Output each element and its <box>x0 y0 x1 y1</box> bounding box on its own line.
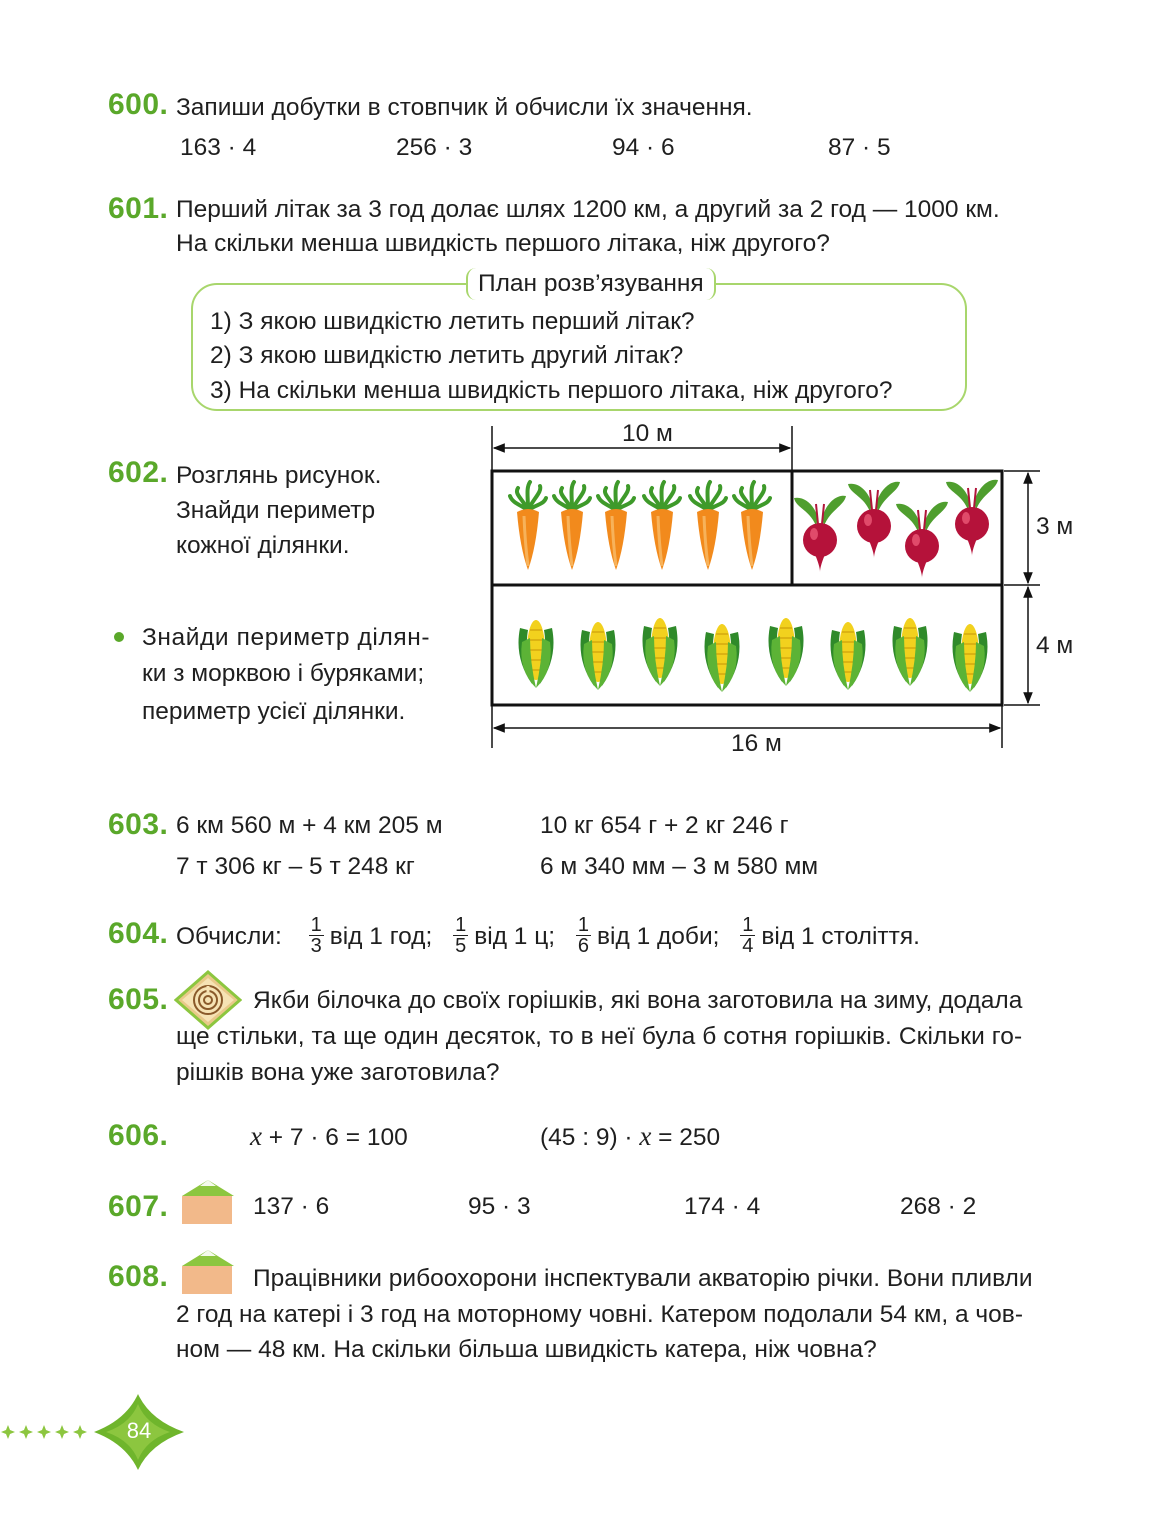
task-606-equation <box>250 1118 408 1156</box>
task-604-part: від 1 год; <box>329 923 433 950</box>
task-603-item: 10 кг 654 г + 2 кг 246 г <box>540 812 789 839</box>
fraction <box>309 915 324 956</box>
fraction <box>740 915 755 956</box>
fraction-numerator: 1 <box>455 914 467 937</box>
variable-x: x <box>639 1121 652 1151</box>
carrot-icon <box>598 482 634 570</box>
task-603-item: 6 м 340 мм – 3 м 580 мм <box>540 853 819 880</box>
task-number-600: 600. <box>108 88 169 121</box>
beet-icon <box>896 502 948 578</box>
corn-icon <box>705 624 740 692</box>
task-607-item: 137 · 6 <box>253 1193 330 1220</box>
dimension-label-top: 10 м <box>622 420 673 447</box>
page-number-ornament <box>0 1392 200 1472</box>
solution-plan-title: План розв’язування <box>466 268 716 300</box>
fraction-denominator: 6 <box>577 935 590 958</box>
dimension-label-right-bottom: 4 м <box>1036 632 1074 659</box>
corn-icon <box>519 620 554 688</box>
beet-icon <box>946 480 998 556</box>
task-600-item: 94 · 6 <box>612 134 675 161</box>
task-number-608: 608. <box>108 1260 169 1293</box>
task-604-lead: Обчисли: <box>176 923 282 950</box>
task-number-603: 603. <box>108 808 169 841</box>
task-604-part: від 1 доби; <box>597 923 720 950</box>
carrot-icon <box>734 482 770 570</box>
fraction <box>453 915 468 956</box>
fraction-denominator: 3 <box>310 935 322 958</box>
equation-part: + 7 · 6 = 100 <box>261 1124 408 1151</box>
plan-step: 1) З якою швидкістю летить перший літак? <box>210 308 695 335</box>
fraction-numerator: 1 <box>310 914 322 937</box>
task-608-line: Працівники рибоохорони інспектували акваторію річки. Вони пливли <box>253 1265 1033 1292</box>
home-task-icon <box>176 1248 236 1294</box>
task-number-601: 601. <box>108 192 169 225</box>
dimension-label-right-top: 3 м <box>1036 513 1074 540</box>
carrot-icon <box>554 482 590 570</box>
corn-icon <box>643 618 678 686</box>
variable-x: x <box>250 1121 262 1151</box>
task-number-602: 602. <box>108 456 169 489</box>
task-number-604: 604. <box>108 917 169 950</box>
carrot-icon <box>644 482 680 570</box>
task-number-606: 606. <box>108 1119 169 1152</box>
task-number-605: 605. <box>108 983 169 1016</box>
bullet-icon <box>114 632 124 642</box>
task-606-equation <box>540 1118 720 1156</box>
garden-diagram <box>480 420 1040 765</box>
task-603-item: 6 км 560 м + 4 км 205 м <box>176 812 443 839</box>
task-602-extra-line: Знайди периметр ділян- <box>142 624 431 651</box>
plan-step: 3) На скільки менша швидкість першого літака, ніж другого? <box>210 377 893 404</box>
fraction-denominator: 4 <box>742 935 754 958</box>
task-605-line: рішків вона уже заготовила? <box>176 1059 500 1086</box>
task-607-item: 268 · 2 <box>900 1193 977 1220</box>
task-602-extra-line: периметр усієї ділянки. <box>142 698 406 725</box>
task-600-item: 256 · 3 <box>396 134 473 161</box>
corn-icon <box>769 618 804 686</box>
plan-step: 2) З якою швидкістю летить другий літак? <box>210 342 684 369</box>
dimension-label-bottom: 16 м <box>731 730 782 757</box>
star-dots-decoration <box>1 1425 87 1439</box>
fraction-numerator: 1 <box>577 914 590 937</box>
task-600-text: Запиши добутки в стовпчик й обчисли їх значення. <box>176 94 753 121</box>
task-600-item: 163 · 4 <box>180 134 257 161</box>
carrot-icon <box>690 482 726 570</box>
task-604-line <box>176 914 920 958</box>
beet-icon <box>794 496 846 572</box>
equation-part: = 250 <box>651 1124 721 1151</box>
task-604-part: від 1 ц; <box>474 923 556 950</box>
task-607-item: 174 · 4 <box>684 1193 761 1220</box>
fraction-numerator: 1 <box>742 914 754 937</box>
page-number: 84 <box>126 1418 152 1443</box>
beet-icon <box>848 482 900 558</box>
task-602-line: кожної ділянки. <box>176 532 350 559</box>
corn-icon <box>581 622 616 690</box>
carrot-icon <box>510 482 546 570</box>
equation-part: (45 : 9) · <box>540 1124 640 1151</box>
corn-icon <box>893 618 928 686</box>
task-602-line: Знайди периметр <box>176 497 376 524</box>
task-603-item: 7 т 306 кг – 5 т 248 кг <box>176 853 415 880</box>
corn-icon <box>953 624 988 692</box>
task-607-item: 95 · 3 <box>468 1193 531 1220</box>
task-602-line: Розглянь рисунок. <box>176 462 382 489</box>
task-604-part: від 1 століття. <box>761 923 920 950</box>
task-600-item: 87 · 5 <box>828 134 891 161</box>
task-608-line: ном — 48 км. На скільки більша швидкість катера, ніж човна? <box>176 1336 877 1363</box>
task-608-line: 2 год на катері і 3 год на моторному човні. Катером подолали 54 км, а чов- <box>176 1301 1023 1328</box>
fraction-denominator: 5 <box>455 935 467 958</box>
task-number-607: 607. <box>108 1190 169 1223</box>
task-602-extra-line: ки з морквою і буряками; <box>142 660 425 687</box>
corn-icon <box>831 622 866 690</box>
task-601-line: Перший літак за 3 год долає шлях 1200 км, а другий за 2 год — 1000 км. <box>176 196 1000 223</box>
fraction <box>576 915 591 956</box>
task-601-line: На скільки менша швидкість першого літака, ніж другого? <box>176 230 830 257</box>
home-task-icon <box>176 1178 236 1224</box>
task-605-line: ще стільки, та ще один десяток, то в неї була б сотня горішків. Скільки го- <box>176 1023 1023 1050</box>
task-605-line: Якби білочка до своїх горішків, які вона заготовила на зиму, додала <box>253 987 1023 1014</box>
